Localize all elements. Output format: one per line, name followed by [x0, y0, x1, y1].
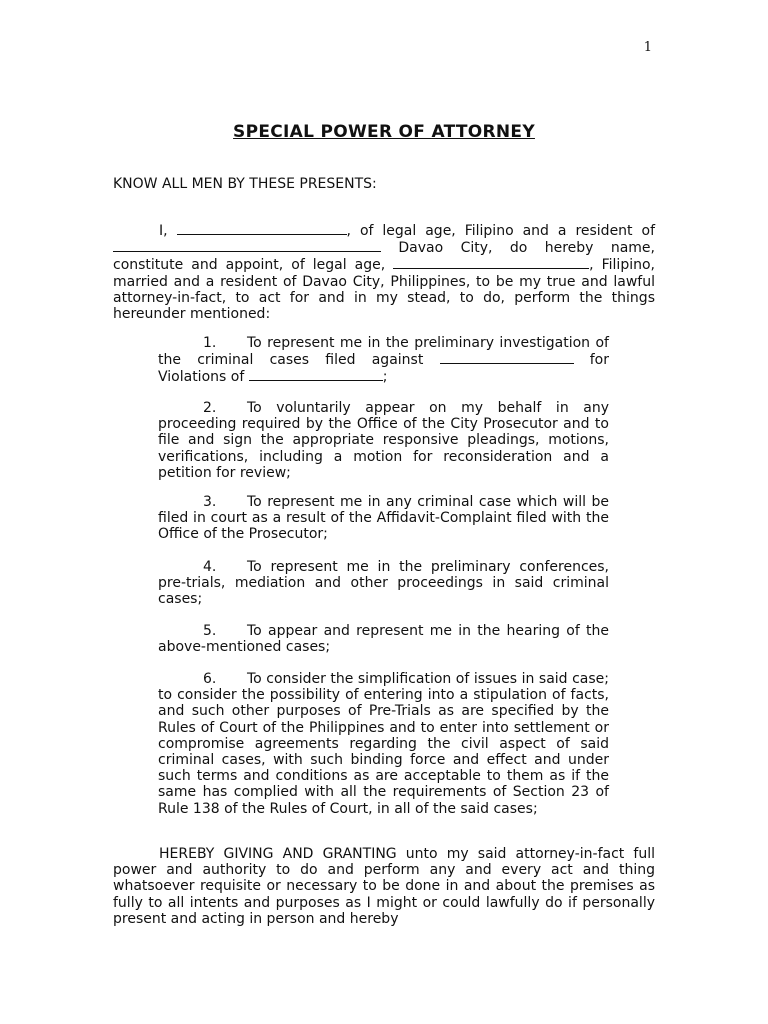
item-text: To consider the simplification of issues in said case; to consider the possibility of entering into a stipulation of facts, and such other purposes of Pre-Trials as are specified by the Rules of Court of the Philippines and to enter into settlement or compromise agreements regarding the civil aspect of said criminal cases, with such binding force and effect and under such terms and conditions as are acceptable to them as if the same has complied with all the requirements of Section 23 of Rule 138 of the Rules of Court, in all of the said cases;: [158, 671, 609, 817]
list-item: [158, 671, 609, 817]
item-number: 2.: [203, 400, 217, 416]
item-text: To voluntarily appear on my behalf in any proceeding required by the Office of the City Prosecutor and to file and sign the appropriate responsive pleadings, motions, verifications, including a motion for reconsideration and a petition for review;: [158, 400, 609, 481]
item-text: for Violations of: [158, 352, 609, 386]
principal-text-2: , of legal age, Filipino and a resident of: [346, 223, 656, 239]
list-item: [158, 494, 609, 543]
item-number: 3.: [203, 494, 217, 510]
item-number: 1.: [203, 335, 217, 351]
principal-paragraph: [113, 222, 655, 322]
attorney-name-blank[interactable]: [393, 256, 589, 269]
document-title: SPECIAL POWER OF ATTORNEY: [233, 122, 535, 142]
principal-address-blank[interactable]: [113, 239, 381, 252]
page-number: 1: [643, 40, 652, 55]
item-text: ;: [382, 369, 388, 386]
list-item: [158, 623, 609, 655]
principal-text-3: Davao City, do hereby name, constitute and appoint, of legal age,: [113, 240, 655, 274]
item-number: 4.: [203, 559, 217, 575]
list-item: [158, 335, 609, 386]
principal-text-4: , Filipino, married and a resident of Davao City, Philippines, to be my true and lawful attorney-in-fact, to act for and in my stead, to do, perform the things hereunder mentioned:: [113, 257, 655, 323]
item-number: 6.: [203, 671, 217, 687]
granting-text: HEREBY GIVING AND GRANTING unto my said attorney-in-fact full power and authority to do and perform any and every act and thing whatsoever requisite or necessary to be done in and about the premises as fully to all intents and purposes as I might or could lawfully do if personally present and acting in person and hereby: [113, 846, 655, 927]
principal-name-blank[interactable]: [177, 222, 347, 235]
item-text: To represent me in the preliminary investigation of the criminal cases filed against: [158, 335, 609, 369]
granting-paragraph: [113, 846, 655, 927]
respondent-blank[interactable]: [440, 351, 574, 364]
list-item: [158, 400, 609, 481]
item-number: 5.: [203, 623, 217, 639]
principal-text-1: I,: [159, 223, 177, 239]
item-text: To represent me in the preliminary conferences, pre-trials, mediation and other proceedings in said criminal cases;: [158, 559, 609, 608]
item-text: To represent me in any criminal case which will be filed in court as a result of the Affidavit-Complaint filed with the Office of the Prosecutor;: [158, 494, 609, 543]
violation-blank[interactable]: [249, 368, 383, 381]
list-item: [158, 559, 609, 608]
opening-heading: KNOW ALL MEN BY THESE PRESENTS:: [113, 176, 377, 192]
item-text: To appear and represent me in the hearing of the above-mentioned cases;: [158, 623, 609, 656]
